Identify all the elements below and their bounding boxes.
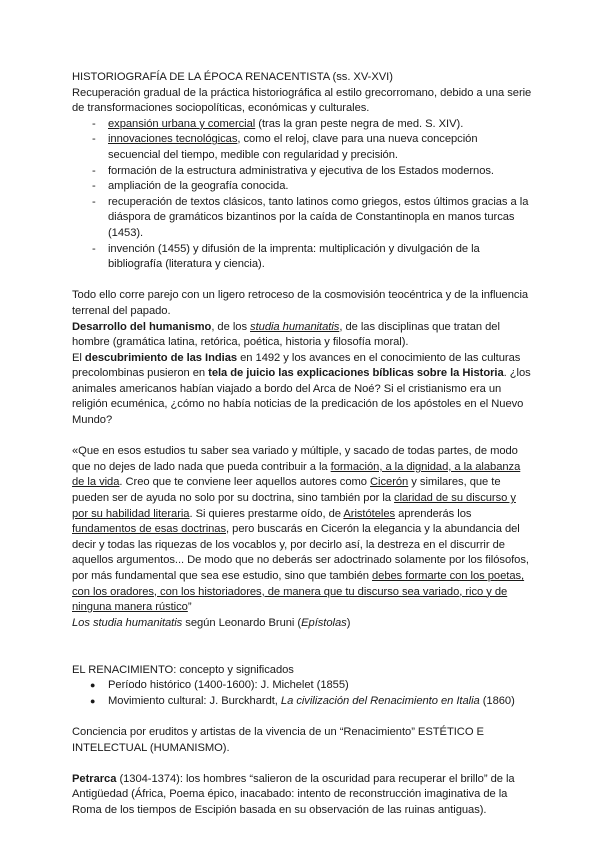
list-item: ● Movimiento cultural: J. Burckhardt, La civilización del Renacimiento en Italia (1860) bbox=[72, 694, 532, 710]
theocentric-paragraph: Todo ello corre parejo con un ligero retroceso de la cosmovisión teocéntrica y de la influencia terrenal del papado. bbox=[72, 289, 529, 317]
page-heading: HISTORIOGRAFÍA DE LA ÉPOCA RENACENTISTA (ss. XV-XVI) bbox=[72, 71, 393, 83]
list-item: - ampliación de la geografía conocida. bbox=[72, 179, 532, 195]
bruni-quote: «Que en esos estudios tu saber sea variado y múltiple, y sacado de todas partes, de modo que no dejes de lado nada que pueda contribuir a la formación, a la dignidad, a la alabanza de la vida. Creo que te conviene leer aquellos autores como Cicerón y similares, que te pueden ser de ayuda no solo por su doctrina, sino también por la claridad de su discurso y por su habilidad literaria. Si quieres prestarme oído, de Aristóteles aprenderás los fundamentos de esas doctrinas, pero buscarás en Cicerón la elegancia y la abundancia del decir y todas las riquezas de los vocablos y, por decirlo así, la destreza en el discurrir de aquellos argumentos... De modo que no deberás ser adoctrinado solamente por los filósofos, por más fundamental que sea ese estudio, sino que también debes formarte con los poetas, con los oradores, con los historiadores, de manera que tu discurso sea variado, rico y de ninguna manera rústico” bbox=[72, 445, 529, 614]
renaissance-list bbox=[72, 678, 532, 709]
awareness-paragraph: Conciencia por eruditos y artistas de la vivencia de un “Renacimiento” ESTÉTICO E INTELECTUAL (HUMANISMO). bbox=[72, 725, 484, 754]
document-body bbox=[72, 70, 532, 819]
list-item: ● Período histórico (1400-1600): J. Michelet (1855) bbox=[72, 678, 532, 694]
list-item: - recuperación de textos clásicos, tanto latinos como griegos, estos últimos gracias a la diáspora de gramáticos bizantinos por la caída de Constantinopla en manos turcas (1453). bbox=[72, 195, 532, 242]
indies-paragraph: El descubrimiento de las Indias en 1492 y los avances en el conocimiento de las culturas precolombinas pusieron en tela de juicio las explicaciones bíblicas sobre la Historia. ¿los animales americanos habían viajado a bordo del Arca de Noé? Si el cristianismo era un religión ecuménica, ¿cómo no había noticias de la predicación de los apóstoles en el Nuevo Mundo? bbox=[72, 351, 531, 427]
list-item: - innovaciones tecnológicas, como el reloj, clave para una nueva concepción secuencial del tiempo, medible con regularidad y precisión. bbox=[72, 132, 532, 163]
intro-paragraph: Recuperación gradual de la práctica historiográfica al estilo grecorromano, debido a una serie de transformaciones sociopolíticas, económicas y culturales. bbox=[72, 86, 532, 115]
humanism-paragraph: Desarrollo del humanismo, de los studia humanitatis, de las disciplinas que tratan del hombre (gramática latina, retórica, poética, historia y filosofía moral). bbox=[72, 320, 500, 349]
list-item: - invención (1455) y difusión de la imprenta: multiplicación y divulgación de la bibliografía (literatura y ciencia). bbox=[72, 242, 532, 273]
quote-attribution: Los studia humanitatis según Leonardo Bruni (Epístolas) bbox=[72, 616, 351, 629]
causes-list bbox=[72, 117, 532, 273]
petrarch-paragraph: Petrarca (1304-1374): los hombres “salieron de la oscuridad para recuperar el brillo” de la Antigüedad (África, Poema épico, inacabado: intento de reconstrucción imaginativa de la Roma de los tiempos de Escipión basada en su observación de las ruinas antiguas). bbox=[72, 772, 515, 816]
list-item: - formación de la estructura administrativa y ejecutiva de los Estados modernos. bbox=[72, 164, 532, 180]
renaissance-title: EL RENACIMIENTO: concepto y significados bbox=[72, 663, 294, 676]
list-item: - expansión urbana y comercial (tras la gran peste negra de med. S. XIV). bbox=[72, 117, 532, 133]
